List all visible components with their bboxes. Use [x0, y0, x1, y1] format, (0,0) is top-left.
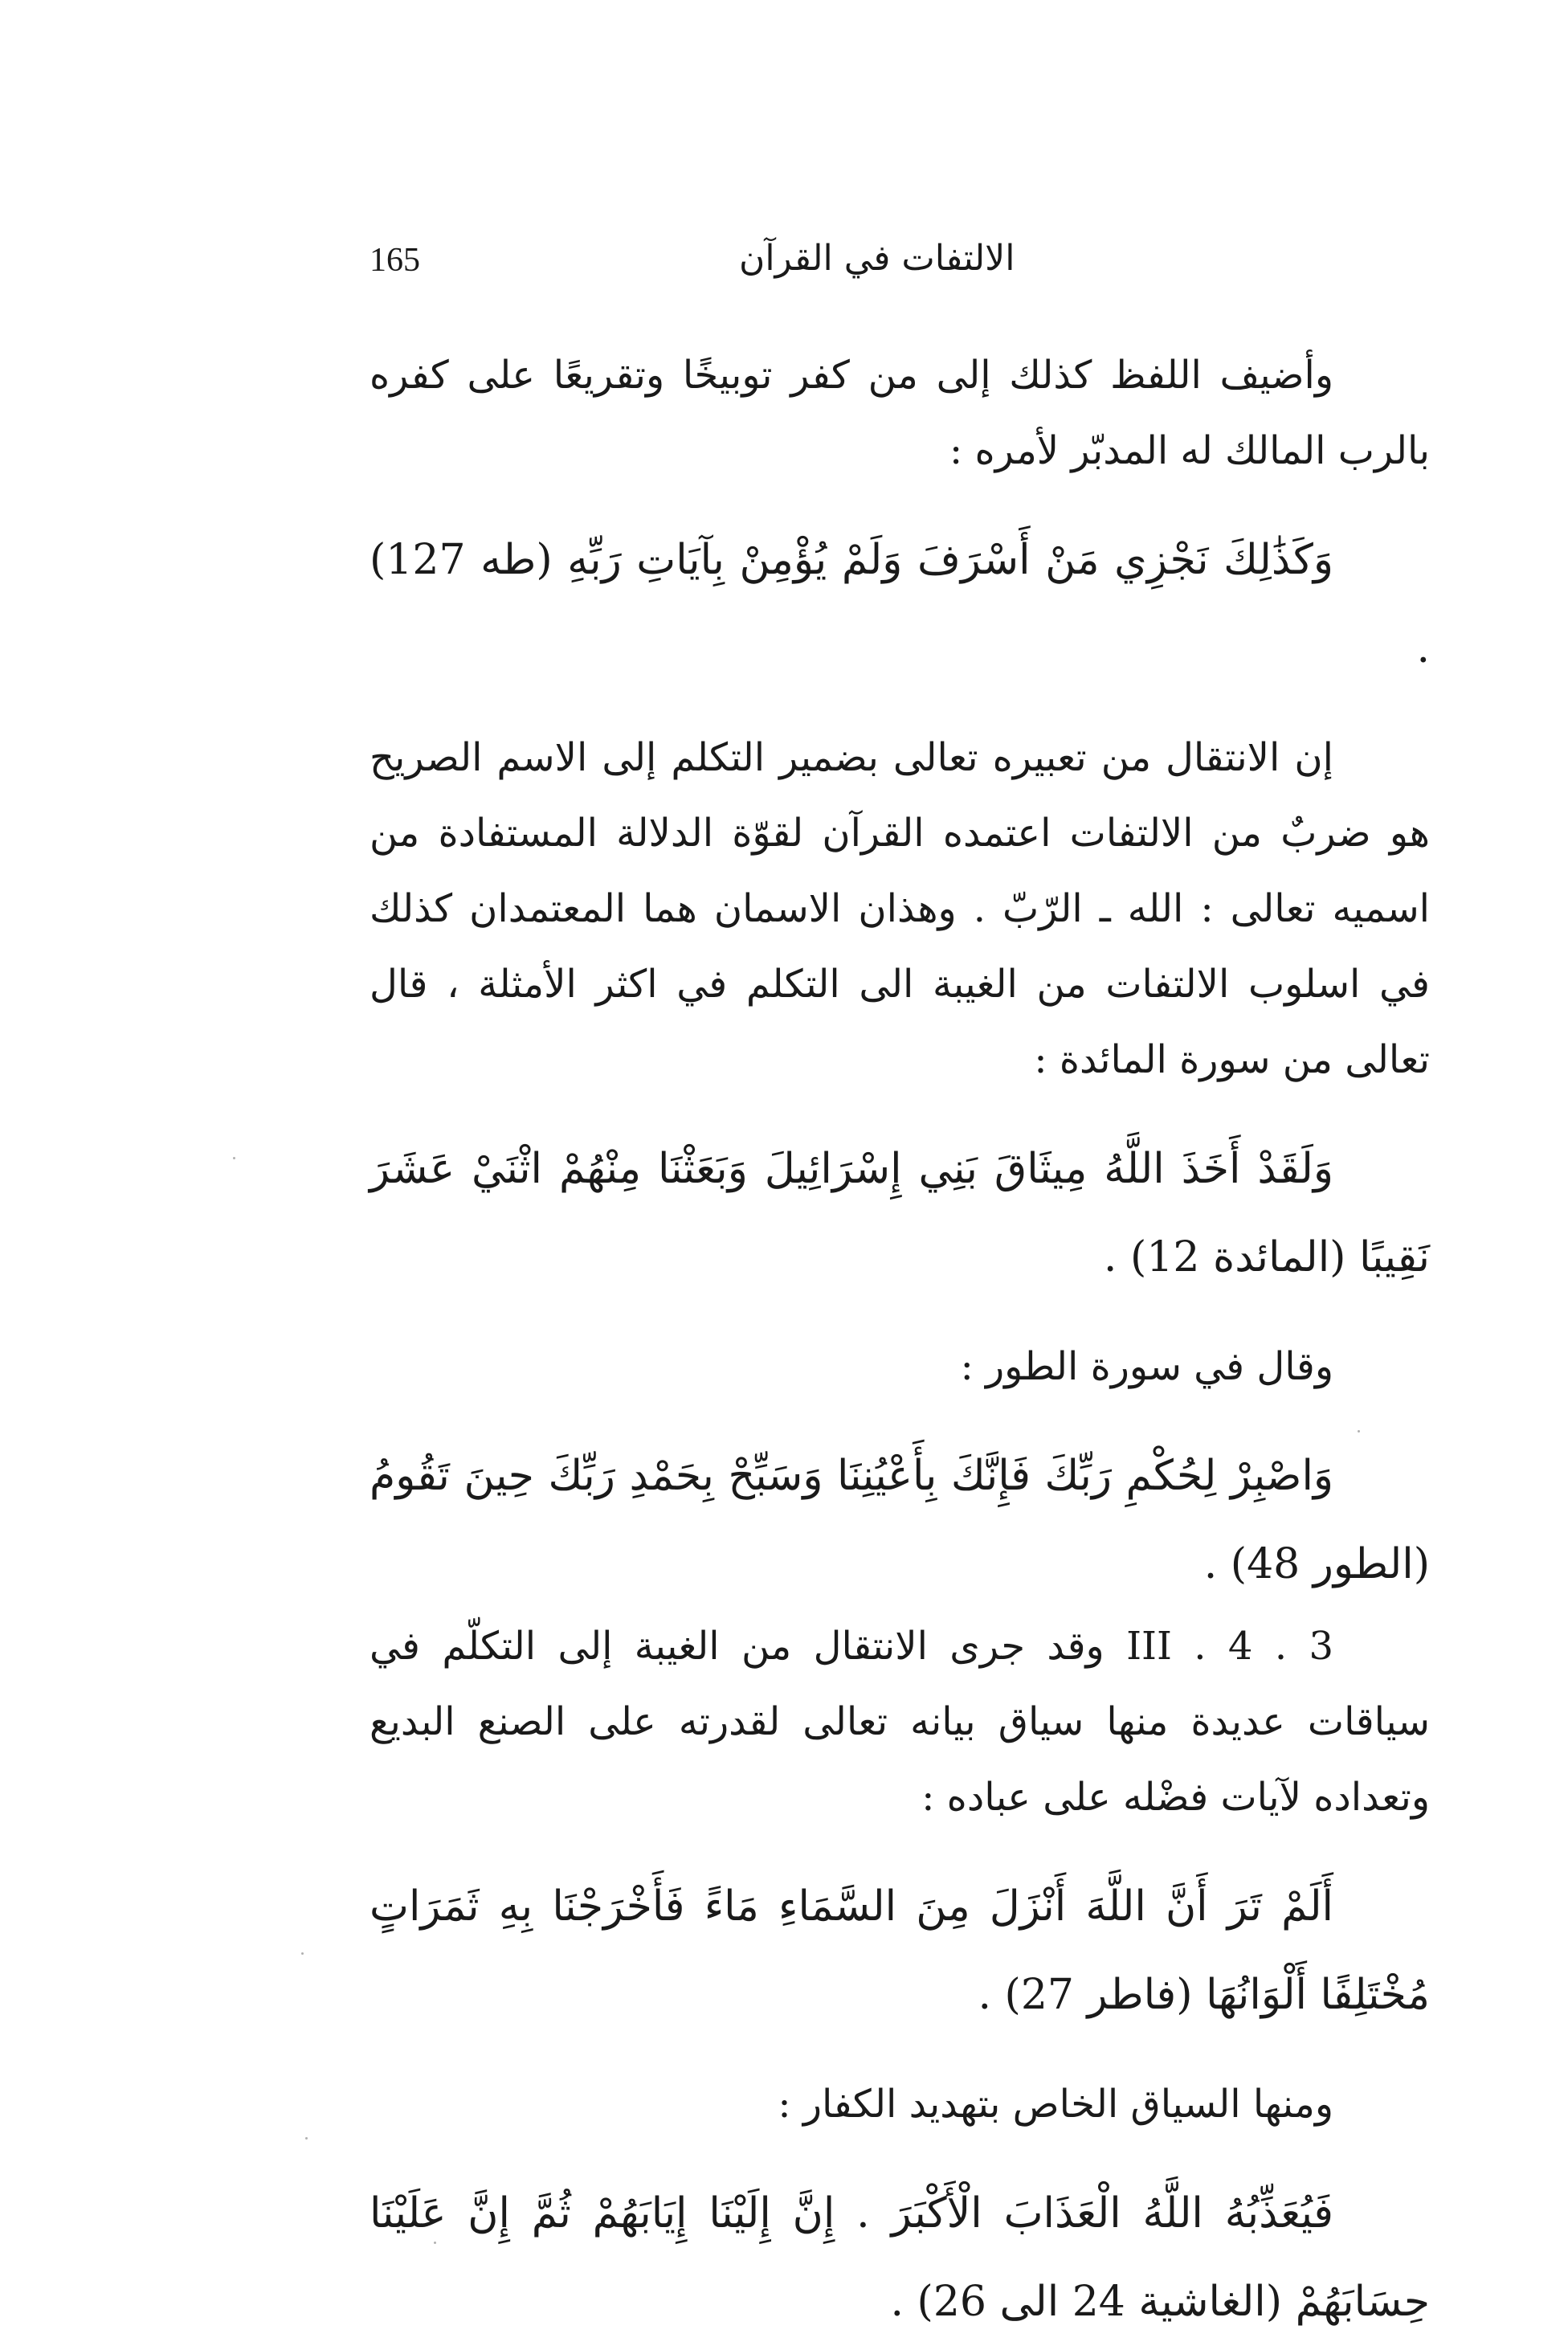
paragraph-explanation: إن الانتقال من تعبيره تعالى بضمير التكلم إلى الاسم الصريح هو ضربٌ من الالتفات اعتمده القرآن لقوّة الدلالة المستفادة من اسميه تعالى : الله ـ الرّبّ . وهذان الاسمان هما المعتمدان كذلك في اسلوب الالتفات من الغيبة الى التكلم في اكثر الأمثلة ، قال تعالى من سورة المائدة : [370, 735, 1430, 1082]
quran-verse-maidah: وَلَقَدْ أَخَذَ اللَّهُ مِيثَاقَ بَنِي إِسْرَائِيلَ وَبَعَثْنَا مِنْهُمْ اثْنَيْ عَشَرَ نَقِيبًا (المائدة 12) . [370, 1145, 1430, 1281]
page-number: 165 [370, 242, 420, 279]
page-body [370, 337, 1430, 2346]
scan-speck [301, 1952, 304, 1955]
scan-speck [434, 2242, 436, 2244]
running-title: الالتفات في القرآن [739, 238, 1015, 279]
paragraph-section-iii-4-3: III . 4 . 3 وقد جرى الانتقال من الغيبة إلى التكلّم في سياقات عديدة منها سياق بيانه تعالى لقدرته على الصنع البديع وتعداده لآيات فضْله على عباده : [370, 1624, 1430, 1820]
quran-verse-taha: وَكَذَٰلِكَ نَجْزِي مَنْ أَسْرَفَ وَلَمْ يُؤْمِنْ بِآيَاتِ رَبِّهِ (طه 127) . [370, 536, 1430, 672]
scan-speck [1358, 1430, 1360, 1433]
quran-verse-ghashiyah: فَيُعَذِّبُهُ اللَّهُ الْعَذَابَ الْأَكْبَرَ . إِنَّ إِلَيْنَا إِيَابَهُمْ ثُمَّ إِنَّ عَلَيْنَا حِسَابَهُمْ (الغاشية 24 الى 26) . [370, 2189, 1430, 2326]
scan-speck [305, 2137, 308, 2140]
page-header [370, 238, 1430, 289]
quran-verse-tur: وَاصْبِرْ لِحُكْمِ رَبِّكَ فَإِنَّكَ بِأَعْيُنِنَا وَسَبِّحْ بِحَمْدِ رَبِّكَ حِينَ تَقُومُ (الطور 48) . [370, 1452, 1430, 1588]
paragraph-threat-context: ومنها السياق الخاص بتهديد الكفار : [778, 2082, 1333, 2127]
paragraph-tur-intro: وقال في سورة الطور : [960, 1344, 1333, 1389]
scan-speck [233, 1157, 235, 1159]
paragraph-intro: وأضيف اللفظ كذلك إلى من كفر توبيخًا وتقريعًا على كفره بالرب المالك له المدبّر لأمره : [370, 353, 1430, 473]
quran-verse-fatir: أَلَمْ تَرَ أَنَّ اللَّهَ أَنْزَلَ مِنَ السَّمَاءِ مَاءً فَأَخْرَجْنَا بِهِ ثَمَرَاتٍ مُخْتَلِفًا أَلْوَانُهَا (فاطر 27) . [370, 1882, 1430, 2019]
